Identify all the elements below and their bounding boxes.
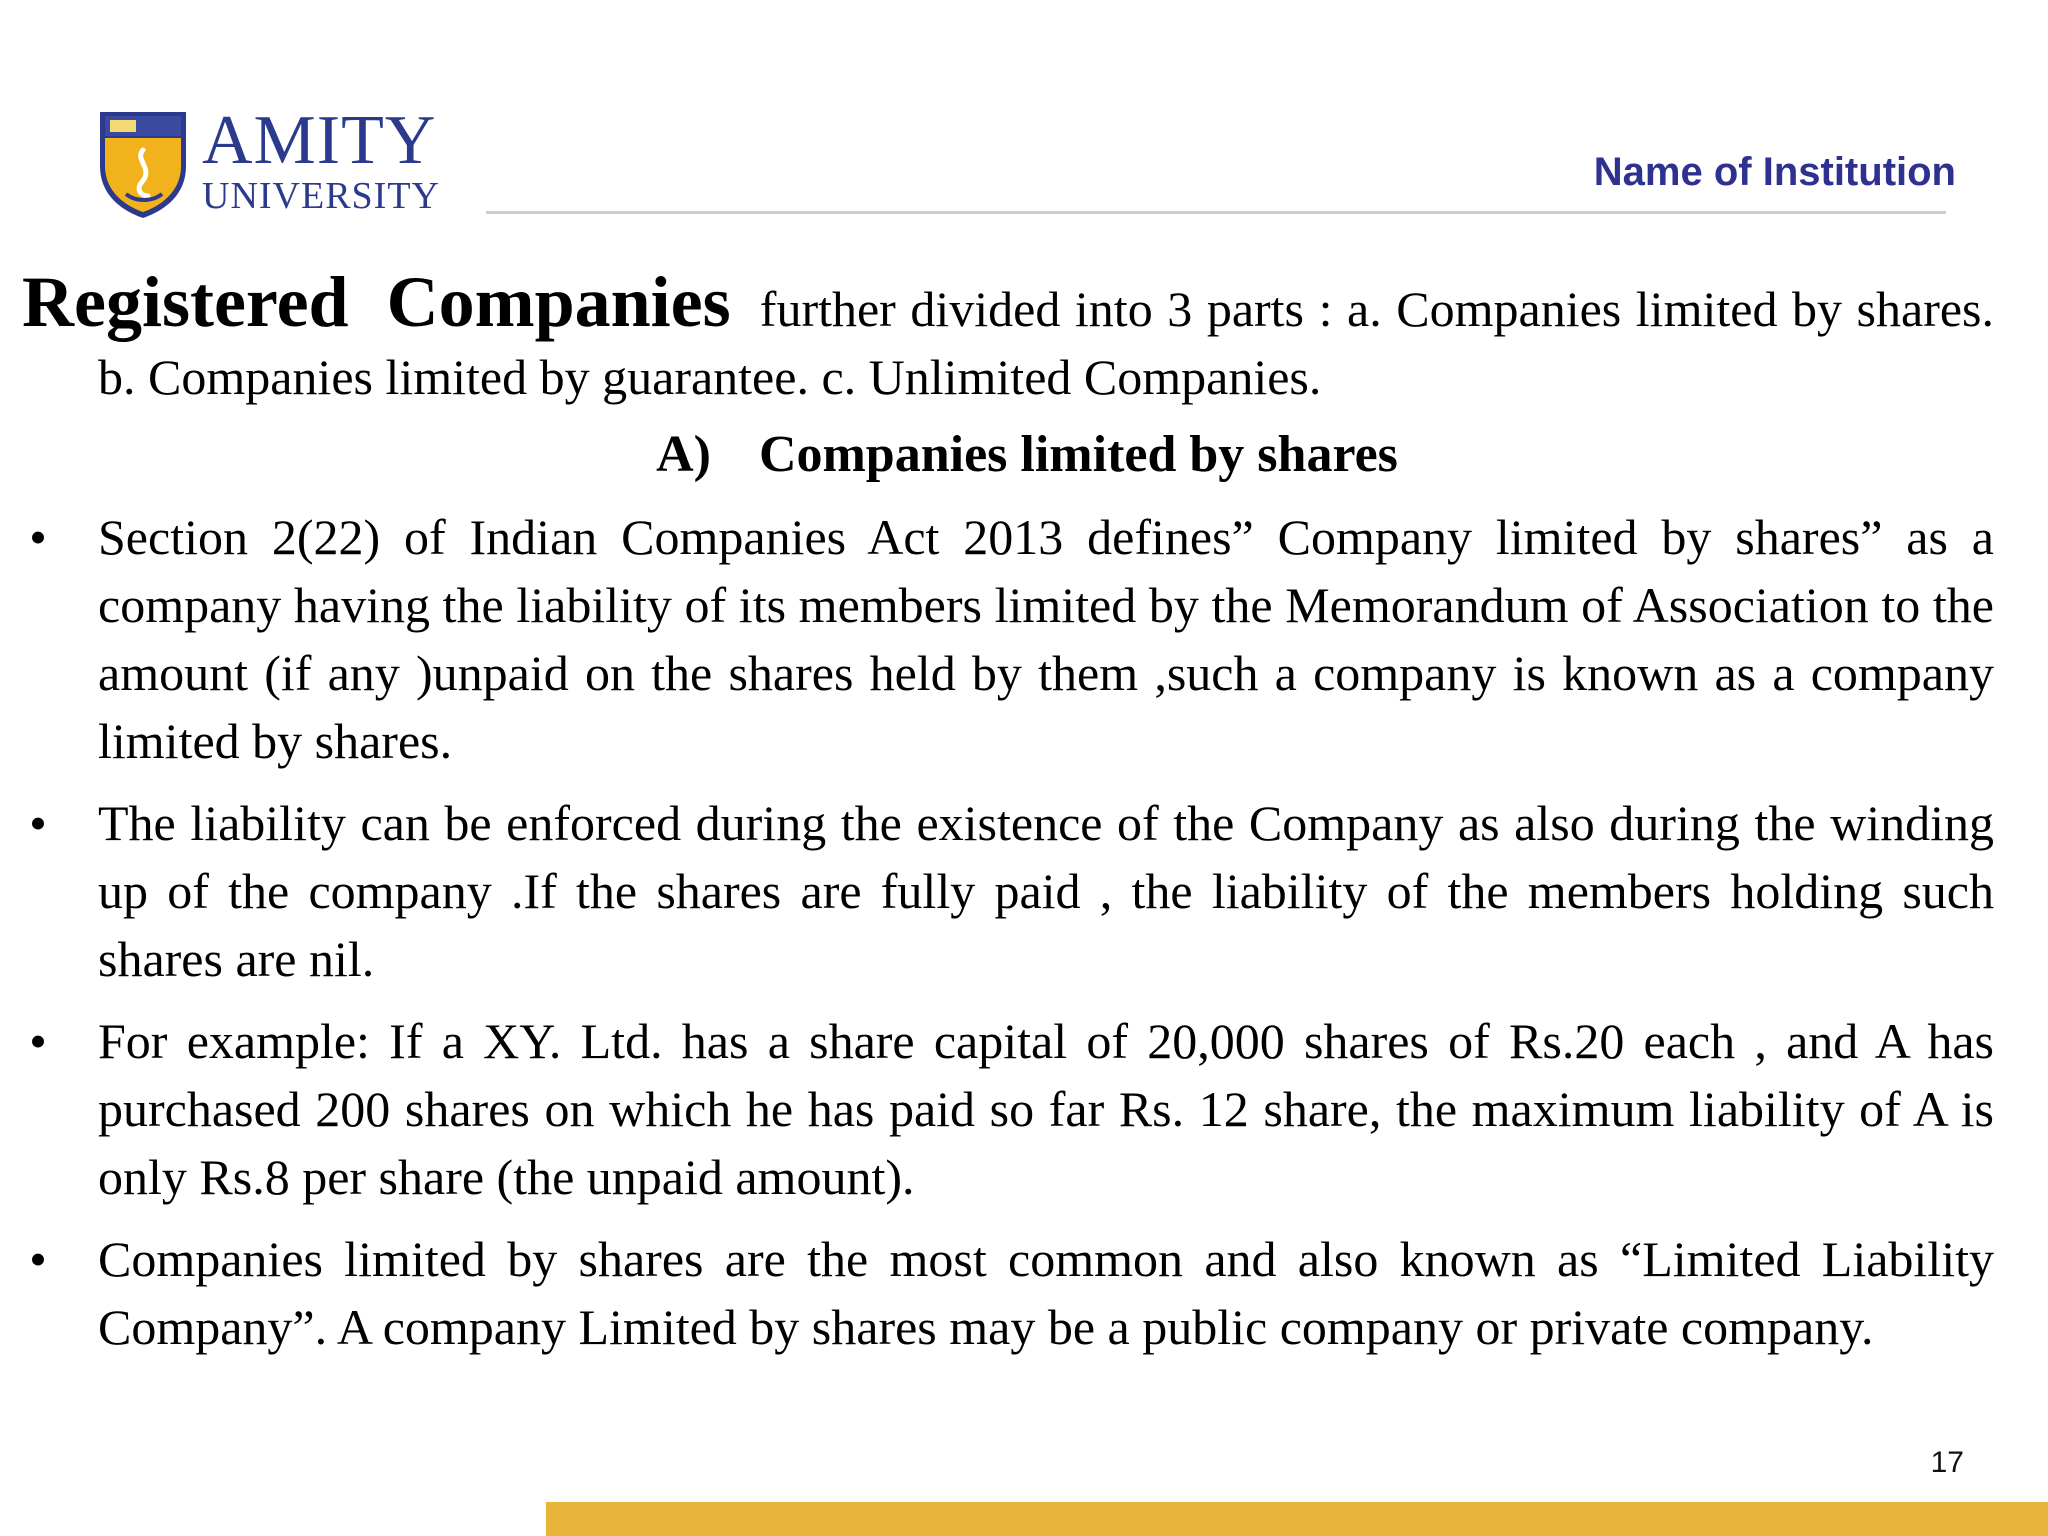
- bullet-item: [0, 1007, 1994, 1211]
- bullet-text: Section 2(22) of Indian Companies Act 2013 defines” Company limited by shares” as a company having the liability of its members limited by the Memorandum of Association to the amount (if any )unpaid on the shares held by them ,such a company is known as a company limited by shares.: [98, 509, 1994, 769]
- logo-wordmark: [202, 102, 440, 217]
- subheading-text: Companies limited by shares: [758, 426, 1398, 483]
- bullet-text: The liability can be enforced during the existence of the Company as also during the winding up of the company .If the shares are fully paid , the liability of the members holding such shares are nil.: [98, 795, 1994, 987]
- bullet-glyph: •: [29, 795, 47, 851]
- intro-paragraph: [22, 262, 1995, 411]
- amity-logo: [96, 102, 446, 220]
- bullet-item: [0, 1225, 1994, 1361]
- section-subheading: [0, 421, 1994, 489]
- bullet-item: [0, 789, 1994, 993]
- bullet-list: [0, 503, 1994, 1361]
- amity-shield-icon: [96, 108, 190, 220]
- bullet-glyph: •: [29, 509, 47, 565]
- header-divider: [486, 211, 1946, 214]
- bullet-text: For example: If a XY. Ltd. has a share capital of 20,000 shares of Rs.20 each , and A has purchased 200 shares on which he has paid so far Rs. 12 share, the maximum liability of A is only Rs.8 per share (the unpaid amount).: [98, 1013, 1994, 1205]
- intro-text: further divided into 3 parts : a. Companies limited by shares. b. Companies limited by guarantee. c. Unlimited Companies.: [98, 281, 1995, 405]
- page-number: 17: [1930, 1446, 1964, 1479]
- footer-accent-bar: [546, 1502, 2048, 1536]
- intro-heading: Registered Companies: [22, 262, 731, 342]
- bullet-text: Companies limited by shares are the most common and also known as “Limited Liability Company”. A company Limited by shares may be a public company or private company.: [98, 1231, 1994, 1355]
- bullet-item: [0, 503, 1994, 775]
- subheading-label: A): [656, 426, 711, 483]
- slide-content: [0, 262, 1995, 1375]
- bullet-glyph: •: [29, 1231, 47, 1287]
- institution-name: Name of Institution: [1593, 150, 1956, 194]
- logo-subtitle: UNIVERSITY: [202, 175, 440, 217]
- logo-title: AMITY: [202, 102, 437, 179]
- bullet-glyph: •: [29, 1013, 47, 1069]
